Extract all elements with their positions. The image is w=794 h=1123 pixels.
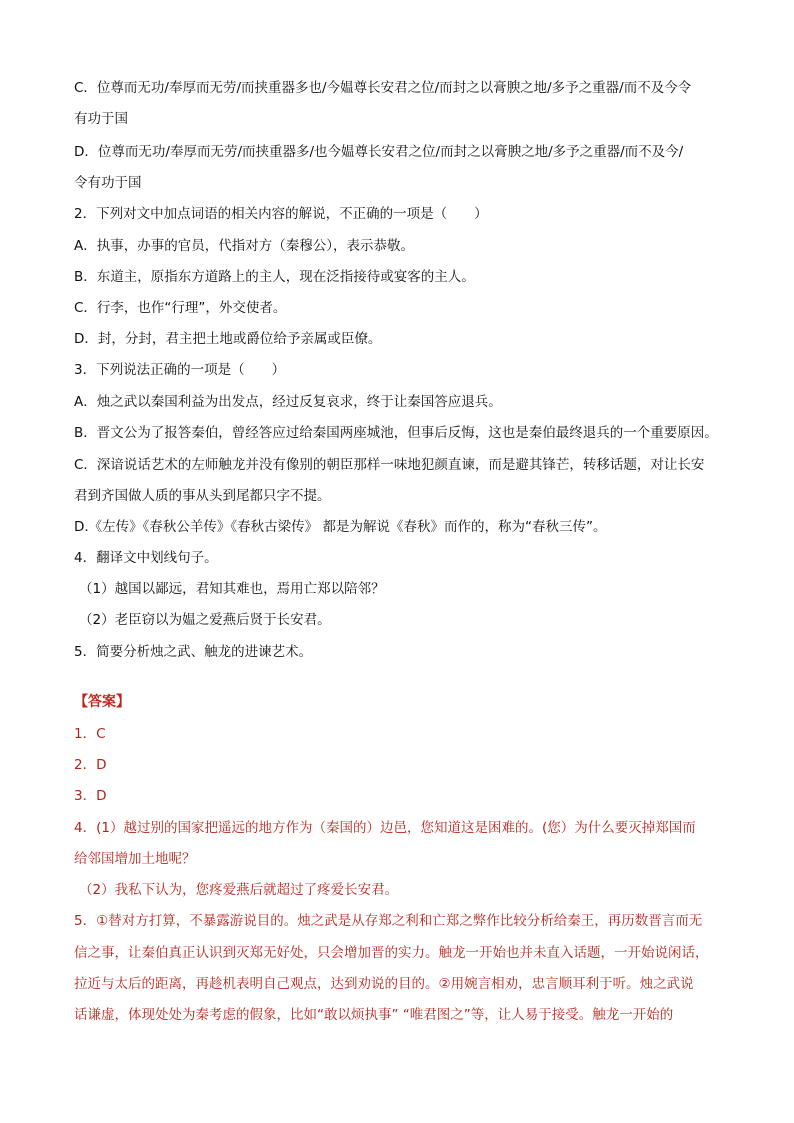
q4-sentence-1: （1）越国以鄙远，君知其难也，焉用亡郑以陪邻？ bbox=[79, 581, 385, 597]
q3-stem: 3．下列说法正确的一项是（ ） bbox=[74, 362, 286, 378]
answer-4-line1: 4．(1）越过别的国家把遥远的地方作为（秦国的）边邑，您知道这是困难的。(您）为什么要灭掉郑国而 bbox=[74, 820, 696, 836]
q3-option-d: D.《左传》《春秋公羊传》《春秋古梁传》 都是为解说《春秋》而作的，称为“春秋三传”。 bbox=[74, 519, 607, 535]
q1-option-c-line2: 有功于国 bbox=[74, 111, 128, 127]
answer-3: 3．D bbox=[74, 788, 107, 804]
q2-option-a: A．执事，办事的官员，代指对方（秦穆公），表示恭敬。 bbox=[74, 238, 414, 254]
q1-option-c-line1: C．位尊而无功/奉厚而无劳/而挟重器多也/今媪尊长安君之位/而封之以膏腴之地/多予之重器/而不及今令 bbox=[74, 80, 692, 96]
q4-sentence-2: （2）老臣窃以为媪之爱燕后贤于长安君。 bbox=[79, 612, 331, 628]
q5-stem: 5．简要分析烛之武、触龙的进谏艺术。 bbox=[74, 644, 313, 660]
q2-option-c: C．行李，也作“行理”，外交使者。 bbox=[74, 300, 287, 316]
answer-5-line1: 5．①替对方打算，不暴露游说目的。烛之武是从存郑之利和亡郑之弊作比较分析给秦王，再历数晋言而无 bbox=[74, 913, 703, 929]
q1-option-d-line1: D．位尊而无功/奉厚而无劳/而挟重器多/也今媪尊长安君之位/而封之以膏腴之地/多予之重器/而不及今/ bbox=[74, 144, 684, 160]
q3-option-c-line2: 君到齐国做人质的事从头到尾都只字不提。 bbox=[74, 488, 331, 504]
q2-option-b: B．东道主，原指东方道路上的主人，现在泛指接待或宴客的主人。 bbox=[74, 269, 475, 285]
answer-4-line2: 给邻国增加土地呢？ bbox=[74, 851, 196, 867]
q2-option-d: D．封，分封，君主把土地或爵位给予亲属或臣僚。 bbox=[74, 331, 382, 347]
answer-5-line2: 信之事，让秦伯真正认识到灭郑无好处，只会增加晋的实力。触龙一开始也并未直入话题，一开始说闲话， bbox=[74, 945, 709, 961]
q3-option-c-line1: C．深谙说话艺术的左师触龙并没有像别的朝臣那样一味地犯颜直谏，而是避其锋芒，转移话题，对让长安 bbox=[74, 457, 705, 473]
answer-heading: 【答案】 bbox=[74, 694, 130, 710]
q3-option-b: B．晋文公为了报答秦伯，曾经答应过给秦国两座城池，但事后反悔，这也是秦伯最终退兵的一个重要原因。 bbox=[74, 425, 718, 441]
answer-5-line3: 拉近与太后的距离，再趁机表明自己观点，达到劝说的目的。②用婉言相劝，忠言顺耳利于听。烛之武说 bbox=[74, 976, 694, 992]
q3-option-a: A．烛之武以秦国利益为出发点，经过反复哀求，终于让秦国答应退兵。 bbox=[74, 394, 502, 410]
q4-stem: 4．翻译文中划线句子。 bbox=[74, 550, 218, 566]
q2-stem: 2．下列对文中加点词语的相关内容的解说，不正确的一项是（ ） bbox=[74, 206, 488, 222]
answer-5-line4: 话谦虚，体现处处为秦考虑的假象，比如“敢以烦执事” “唯君图之”等，让人易于接受。触龙一开始的 bbox=[74, 1007, 674, 1023]
q1-option-d-line2: 令有功于国 bbox=[74, 175, 142, 191]
answer-4-line3: （2）我私下认为，您疼爱燕后就超过了疼爱长安君。 bbox=[79, 882, 399, 898]
answer-1: 1．C bbox=[74, 726, 106, 742]
answer-2: 2．D bbox=[74, 757, 107, 773]
